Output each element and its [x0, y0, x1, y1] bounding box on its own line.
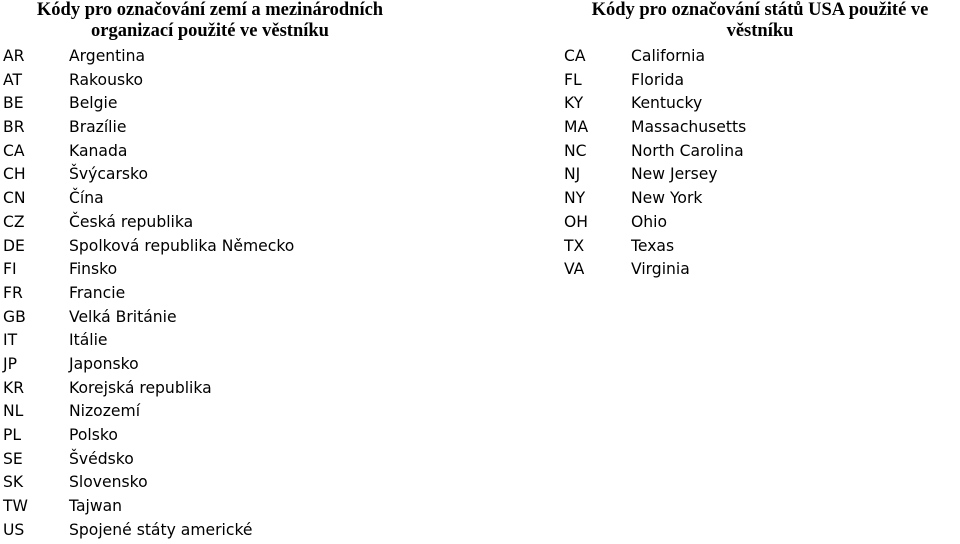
code-abbreviation: DE	[3, 236, 25, 255]
code-row	[0, 163, 420, 187]
code-abbreviation: JP	[3, 354, 18, 373]
code-abbreviation: CH	[3, 165, 26, 184]
code-abbreviation: US	[3, 520, 25, 539]
code-abbreviation: CN	[3, 189, 26, 208]
code-abbreviation: MA	[564, 118, 589, 137]
code-row	[0, 329, 420, 353]
code-row	[560, 69, 960, 93]
code-name: Kanada	[69, 141, 128, 160]
code-name: Ohio	[631, 212, 668, 231]
code-row	[0, 69, 420, 93]
code-row	[0, 377, 420, 401]
code-row	[0, 235, 420, 259]
code-row	[0, 495, 420, 519]
code-name: New York	[631, 189, 703, 208]
code-name: Belgie	[69, 94, 118, 113]
code-name: Švédsko	[69, 449, 134, 468]
code-abbreviation: CA	[564, 47, 586, 65]
code-row	[560, 140, 960, 164]
code-abbreviation: VA	[564, 260, 585, 279]
code-row	[560, 211, 960, 235]
code-row	[0, 424, 420, 448]
code-name: Polsko	[69, 426, 118, 444]
code-abbreviation: GB	[3, 307, 26, 326]
code-row	[0, 353, 420, 377]
code-name: Kentucky	[631, 94, 703, 113]
code-abbreviation: AR	[3, 47, 25, 65]
us-state-codes-heading	[560, 0, 960, 42]
us-state-codes-section	[560, 0, 960, 282]
heading-line: organizací použité ve věstníku	[91, 21, 329, 41]
heading-line: Kódy pro označování států USA použité ve	[591, 0, 929, 20]
code-name: Massachusetts	[631, 118, 747, 137]
code-name: Slovensko	[69, 473, 148, 492]
code-abbreviation: AT	[3, 70, 22, 89]
code-abbreviation: NJ	[564, 165, 581, 184]
code-name: Japonsko	[69, 354, 139, 373]
code-row	[560, 187, 960, 211]
heading-line: věstníku	[726, 21, 794, 41]
code-abbreviation: FI	[3, 260, 17, 279]
heading-line: Kódy pro označování zemí a mezinárodních	[36, 0, 384, 20]
code-name: Texas	[631, 236, 675, 255]
code-name: Virginia	[631, 260, 690, 279]
code-name: Finsko	[69, 260, 118, 279]
code-row	[560, 92, 960, 116]
code-name: Velká Británie	[69, 307, 177, 326]
country-code-list	[0, 45, 420, 542]
code-row	[560, 235, 960, 259]
code-row	[0, 258, 420, 282]
code-abbreviation: NC	[564, 141, 587, 160]
code-abbreviation: TX	[564, 236, 585, 255]
code-row	[560, 258, 960, 282]
code-abbreviation: KR	[3, 378, 25, 397]
code-abbreviation: CZ	[3, 212, 25, 231]
code-name: Francie	[69, 283, 126, 302]
code-abbreviation: BR	[3, 118, 25, 137]
code-abbreviation: BE	[3, 94, 24, 113]
code-row	[560, 163, 960, 187]
code-row	[0, 116, 420, 140]
code-abbreviation: KY	[564, 94, 584, 113]
code-abbreviation: PL	[3, 426, 22, 444]
code-name: Brazílie	[69, 118, 127, 137]
code-name: Nizozemí	[69, 402, 141, 421]
code-abbreviation: CA	[3, 141, 25, 160]
code-abbreviation: SK	[3, 473, 24, 492]
code-row	[0, 45, 420, 69]
code-row	[0, 519, 420, 543]
code-abbreviation: TW	[3, 497, 28, 516]
code-abbreviation: NL	[3, 402, 24, 421]
code-name: Švýcarsko	[69, 165, 149, 184]
code-name: Tajwan	[69, 497, 123, 516]
code-abbreviation: NY	[564, 189, 586, 208]
code-name: Florida	[631, 70, 685, 89]
code-row	[0, 306, 420, 330]
code-name: New Jersey	[631, 165, 718, 184]
code-row	[560, 45, 960, 69]
code-abbreviation: FL	[564, 70, 582, 89]
code-row	[0, 187, 420, 211]
country-codes-section	[0, 0, 420, 542]
code-name: Rakousko	[69, 70, 144, 89]
code-abbreviation: FR	[3, 283, 23, 302]
code-row	[0, 92, 420, 116]
country-codes-heading	[0, 0, 420, 42]
code-row	[0, 140, 420, 164]
code-name: Argentina	[69, 47, 146, 65]
code-name: Čína	[69, 189, 104, 208]
code-row	[0, 211, 420, 235]
code-name: Spolková republika Německo	[69, 236, 295, 255]
code-name: Itálie	[69, 331, 108, 350]
code-row	[0, 282, 420, 306]
code-name: Spojené státy americké	[69, 520, 253, 539]
code-abbreviation: SE	[3, 449, 23, 468]
code-row	[560, 116, 960, 140]
code-name: North Carolina	[631, 141, 744, 160]
code-name: Korejská republika	[69, 378, 212, 397]
code-row	[0, 471, 420, 495]
code-name: Česká republika	[69, 212, 194, 231]
code-abbreviation: IT	[3, 331, 18, 350]
code-row	[0, 448, 420, 472]
code-row	[0, 400, 420, 424]
code-abbreviation: OH	[564, 212, 588, 231]
code-name: California	[631, 47, 706, 65]
us-state-code-list	[560, 45, 960, 282]
